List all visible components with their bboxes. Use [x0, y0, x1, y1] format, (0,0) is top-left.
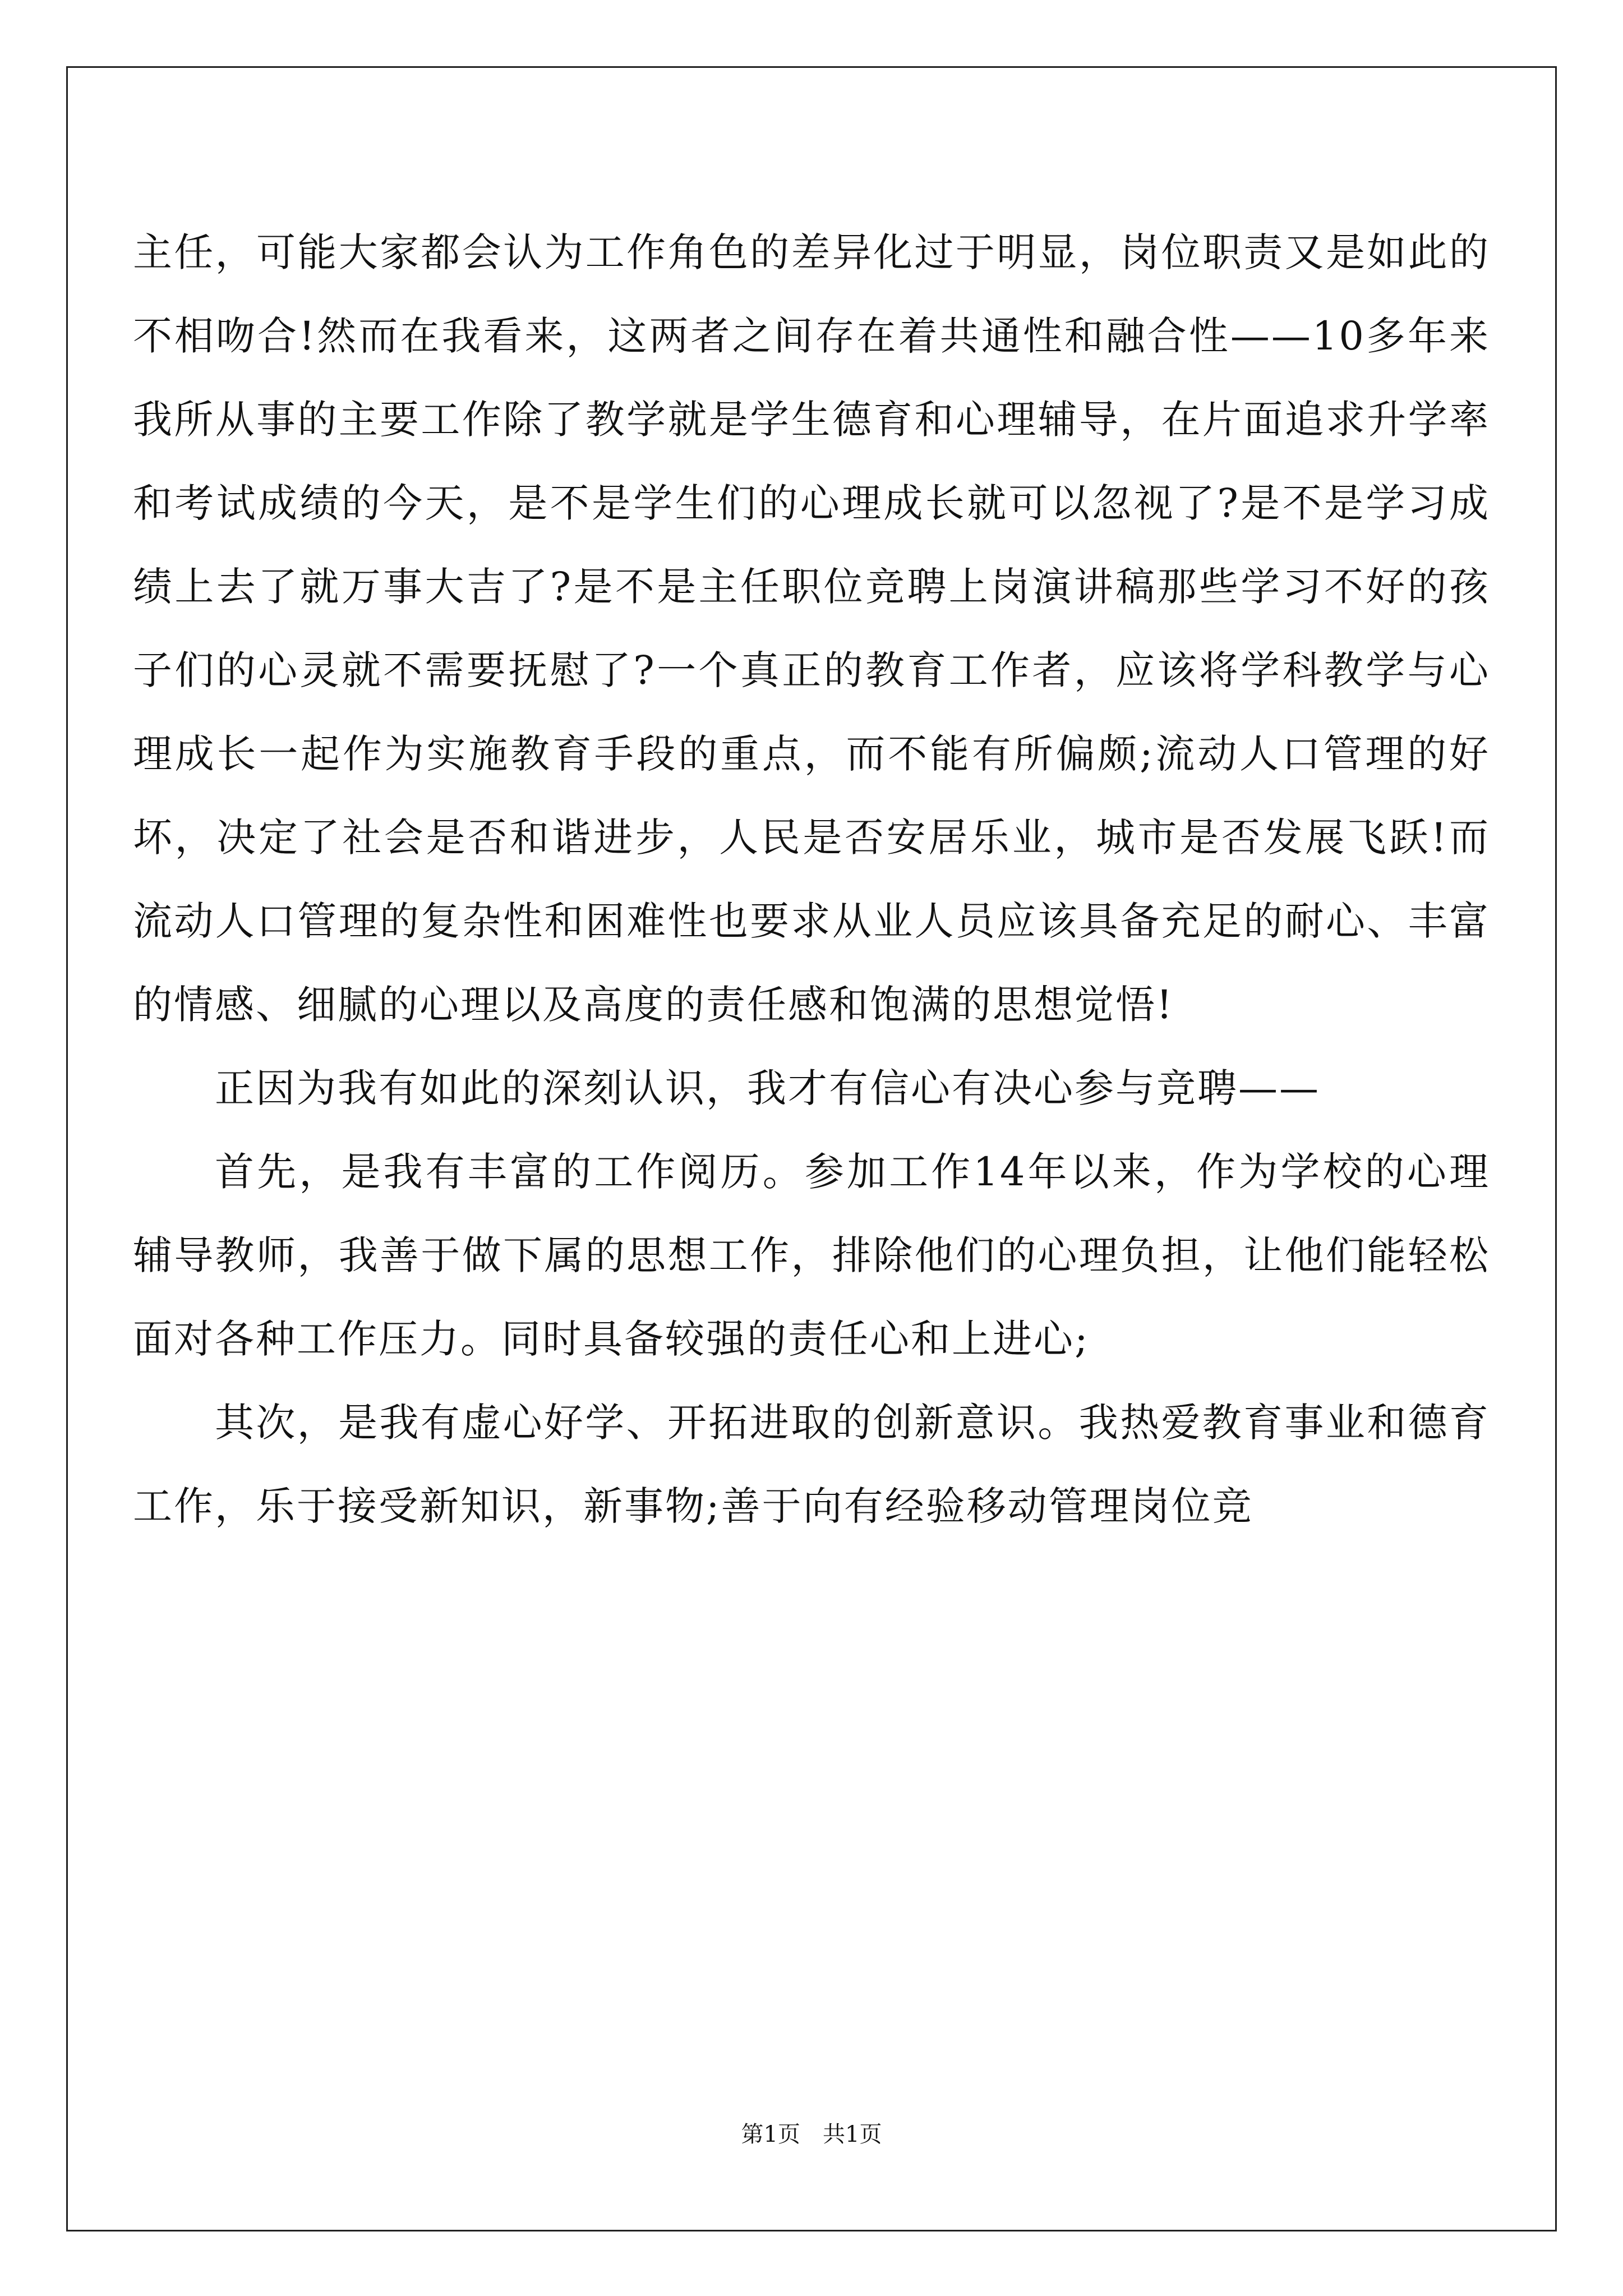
document-body: [133, 211, 1490, 1548]
paragraph-4: 其次，是我有虚心好学、开拓进取的创新意识。我热爱教育事业和德育工作，乐于接受新知识，新事物;善于向有经验移动管理岗位竞: [133, 1400, 1490, 1529]
page-footer: [0, 2120, 1623, 2148]
paragraph-3: 首先，是我有丰富的工作阅历。参加工作14年以来，作为学校的心理辅导教师，我善于做下属的思想工作，排除他们的心理负担，让他们能轻松面对各种工作压力。同时具备较强的责任心和上进心;: [133, 1149, 1490, 1362]
paragraph-2: 正因为我有如此的深刻认识，我才有信心有决心参与竞聘——: [215, 1065, 1320, 1111]
page-number: 第1页: [741, 2122, 800, 2147]
page-total: 共1页: [823, 2122, 882, 2147]
paragraph-1: 主任，可能大家都会认为工作角色的差异化过于明显，岗位职责又是如此的不相吻合!然而在我看来，这两者之间存在着共通性和融合性——10多年来我所从事的主要工作除了教学就是学生德育和心理辅导，在片面追求升学率和考试成绩的今天，是不是学生们的心理成长就可以忽视了?是不是学习成绩上去了就万事大吉了?是不是主任职位竞聘上岗演讲稿那些学习不好的孩子们的心灵就不需要抚慰了?一个真正的教育工作者，应该将学科教学与心理成长一起作为实施教育手段的重点，而不能有所偏颇;流动人口管理的好坏，决定了社会是否和谐进步，人民是否安居乐业，城市是否发展飞跃!而流动人口管理的复杂性和困难性也要求从业人员应该具备充足的耐心、丰富的情感、细腻的心理以及高度的责任感和饱满的思想觉悟!: [133, 229, 1490, 1028]
